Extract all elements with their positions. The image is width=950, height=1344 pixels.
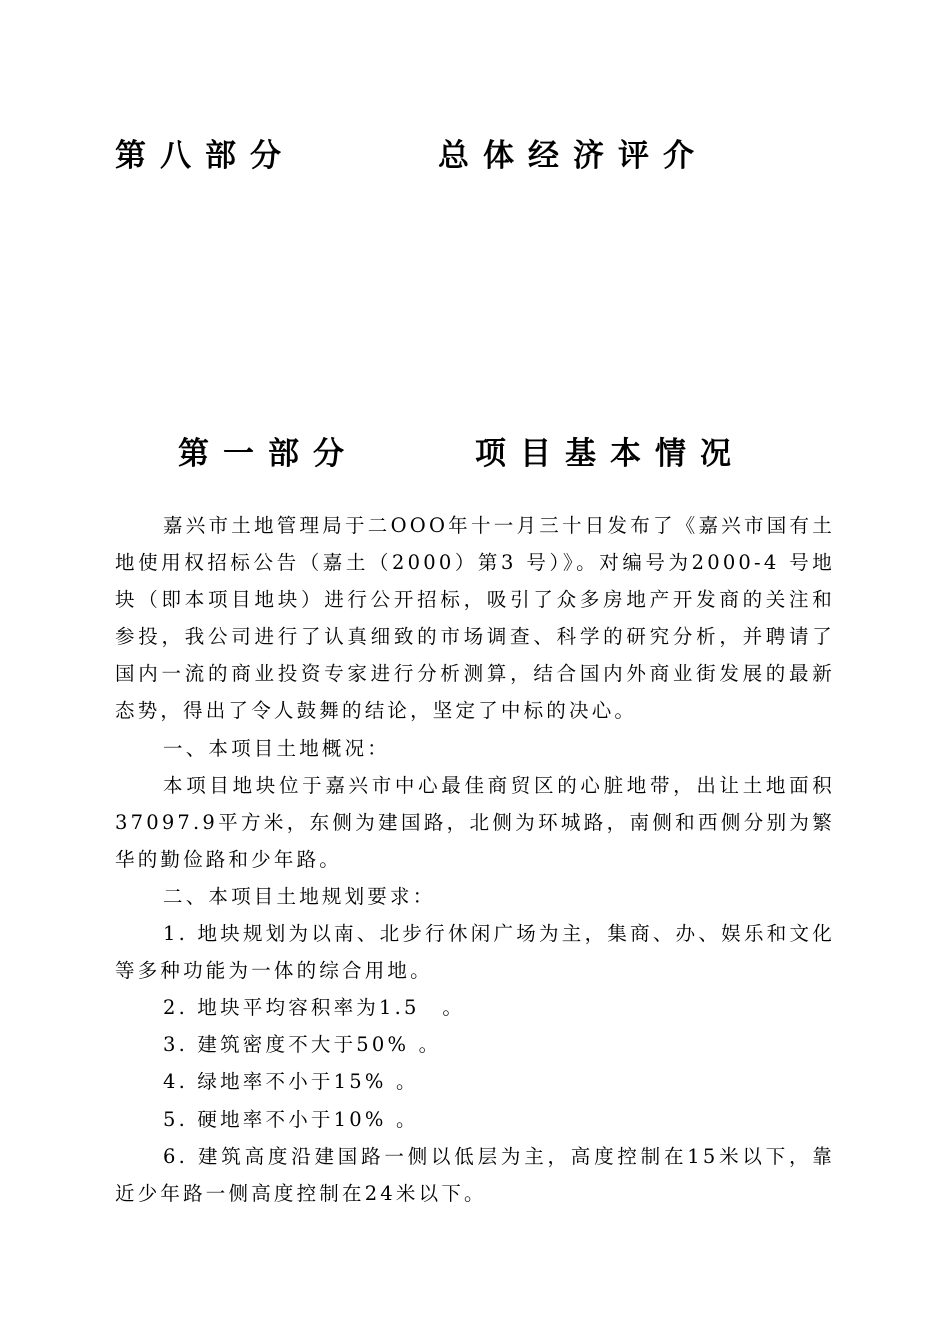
requirement-item: 5. 硬地率不小于10% 。	[163, 1107, 419, 1131]
section-heading-land-overview: 一、本项目土地概况：	[163, 736, 391, 760]
requirement-item: 4. 绿地率不小于15% 。	[163, 1070, 419, 1094]
part-eight-label: 第八部分	[115, 138, 295, 174]
section-heading-planning-requirements: 二、本项目土地规划要求：	[163, 884, 436, 908]
requirement-item: 1. 地块规划为以南、北步行休闲广场为主，集商、办、娱乐和文化等多种功能为一体的综合用地。	[115, 922, 835, 983]
requirement-item: 3. 建筑密度不大于50% 。	[163, 1033, 442, 1057]
intro-paragraph: 嘉兴市土地管理局于二OOO年十一月三十日发布了《嘉兴市国有土地使用权招标公告（嘉土（2000）第3 号）》。对编号为2000-4 号地块（即本项目地块）进行公开招标，吸引了众多房地产开发商的关注和参投，我公司进行了认真细致的市场调查、科学的研究分析，并聘请了国内一流的商业投资专家进行分析测算，结合国内外商业街发展的最新态势，得出了令人鼓舞的结论，坚定了中标的决心。	[115, 514, 835, 723]
land-overview-paragraph: 本项目地块位于嘉兴市中心最佳商贸区的心脏地带，出让土地面积37097.9平方米，东侧为建国路，北侧为环城路，南侧和西侧分别为繁华的勤俭路和少年路。	[115, 773, 835, 871]
part-eight-title: 总体经济评介	[438, 138, 708, 174]
body-text	[115, 507, 835, 1212]
requirement-item: 6. 建筑高度沿建国路一侧以低层为主，高度控制在15米以下，靠近少年路一侧高度控制在24米以下。	[115, 1144, 835, 1205]
part-one-title: 项目基本情况	[475, 436, 745, 472]
part-one-label: 第一部分	[178, 436, 358, 472]
requirement-item: 2. 地块平均容积率为1.5 。	[163, 996, 466, 1020]
